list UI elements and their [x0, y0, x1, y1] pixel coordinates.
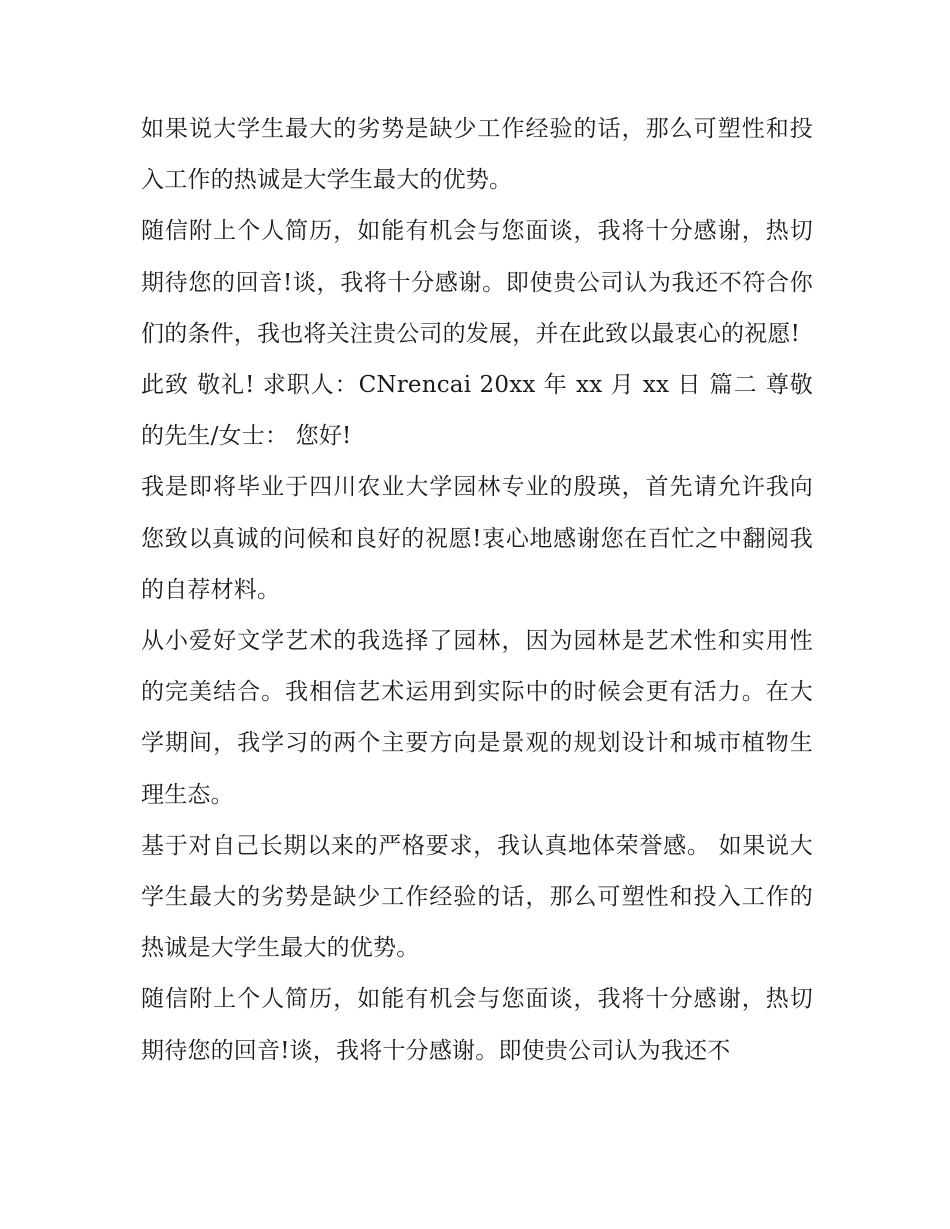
paragraph-3: 此致 敬礼! 求职人：CNrencai 20xx 年 xx 月 xx 日 篇二 尊敬的先生/女士： 您好! — [141, 372, 813, 450]
paragraph-1: 如果说大学生最大的劣势是缺少工作经验的话，那么可塑性和投入工作的热诚是大学生最大的优势。 — [141, 116, 813, 194]
paragraph-7: 随信附上个人简历，如能有机会与您面谈，我将十分感谢，热切期待您的回音!谈，我将十分感谢。即使贵公司认为我还不 — [141, 986, 813, 1064]
paragraph-2: 随信附上个人简历，如能有机会与您面谈，我将十分感谢，热切期待您的回音!谈，我将十分感谢。即使贵公司认为我还不符合你们的条件，我也将关注贵公司的发展，并在此致以最衷心的祝愿! — [141, 218, 813, 347]
paragraph-5: 从小爱好文学艺术的我选择了园林，因为园林是艺术性和实用性的完美结合。我相信艺术运用到实际中的时候会更有活力。在大学期间，我学习的两个主要方向是景观的规划设计和城市植物生理生态。 — [141, 628, 813, 808]
paragraph-4: 我是即将毕业于四川农业大学园林专业的殷瑛，首先请允许我向您致以真诚的问候和良好的祝愿!衷心地感谢您在百忙之中翻阅我的自荐材料。 — [141, 474, 813, 603]
document-body — [141, 104, 813, 1077]
paragraph-6: 基于对自己长期以来的严格要求，我认真地体荣誉感。 如果说大学生最大的劣势是缺少工作经验的话，那么可塑性和投入工作的热诚是大学生最大的优势。 — [141, 832, 813, 962]
